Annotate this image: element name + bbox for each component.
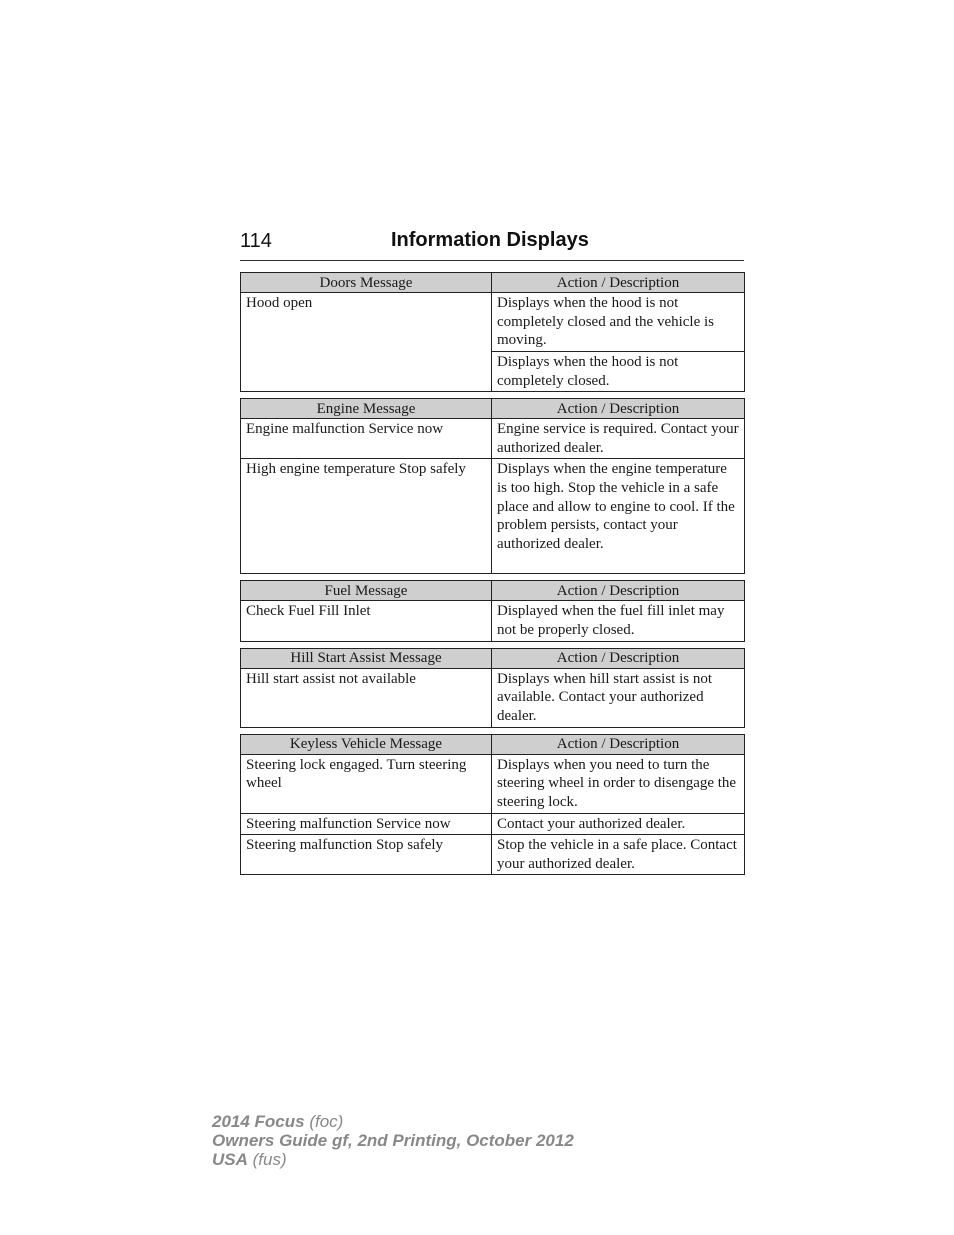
column-header-action: Action / Description — [492, 648, 745, 668]
doors-message-table — [240, 272, 745, 392]
message-cell: Steering malfunction Service now — [241, 813, 492, 835]
column-header-action: Action / Description — [492, 399, 745, 419]
message-cell: Steering lock engaged. Turn steering wheel — [241, 754, 492, 813]
table-header-row — [241, 399, 745, 419]
table-row — [241, 754, 745, 813]
footer-line-guide — [212, 1131, 574, 1150]
table-row — [241, 668, 745, 727]
page-header — [240, 228, 744, 261]
footer-line-market — [212, 1150, 574, 1169]
page-number: 114 — [240, 230, 272, 252]
footer-line-model — [212, 1112, 574, 1131]
action-cell: Displays when the hood is not completely closed. — [492, 352, 745, 392]
action-cell: Displayed when the fuel fill inlet may not be properly closed. — [492, 601, 745, 641]
message-tables — [240, 272, 744, 881]
action-cell: Stop the vehicle in a safe place. Contact your authorized dealer. — [492, 835, 745, 875]
table-header-row — [241, 273, 745, 293]
table-row — [241, 459, 745, 574]
keyless-vehicle-message-table — [240, 734, 745, 876]
action-cell: Contact your authorized dealer. — [492, 813, 745, 835]
table-row — [241, 419, 745, 459]
action-cell: Displays when hill start assist is not available. Contact your authorized dealer. — [492, 668, 745, 727]
message-cell: Hill start assist not available — [241, 668, 492, 727]
action-cell: Displays when the engine temperature is too high. Stop the vehicle in a safe place and allow to engine to cool. If the problem persists, contact your authorized dealer. — [492, 459, 745, 574]
column-header-action: Action / Description — [492, 273, 745, 293]
column-header-action: Action / Description — [492, 734, 745, 754]
footer-model: 2014 Focus — [212, 1112, 305, 1131]
action-cell: Engine service is required. Contact your authorized dealer. — [492, 419, 745, 459]
table-row — [241, 293, 745, 352]
table-row — [241, 813, 745, 835]
table-header-row — [241, 581, 745, 601]
message-cell: Engine malfunction Service now — [241, 419, 492, 459]
action-cell: Displays when you need to turn the steering wheel in order to disengage the steering lock. — [492, 754, 745, 813]
column-header-message: Fuel Message — [241, 581, 492, 601]
footer-guide: Owners Guide gf, 2nd Printing, October 2012 — [212, 1131, 574, 1150]
engine-message-table — [240, 398, 745, 574]
fuel-message-table — [240, 580, 745, 641]
table-header-row — [241, 648, 745, 668]
message-cell: Steering malfunction Stop safely — [241, 835, 492, 875]
table-row — [241, 835, 745, 875]
footer-model-code: (foc) — [309, 1112, 344, 1131]
message-cell: Hood open — [241, 293, 492, 392]
document-footer — [212, 1112, 574, 1169]
column-header-action: Action / Description — [492, 581, 745, 601]
column-header-message: Hill Start Assist Message — [241, 648, 492, 668]
footer-market-code: (fus) — [252, 1150, 287, 1169]
table-header-row — [241, 734, 745, 754]
table-row — [241, 601, 745, 641]
section-title: Information Displays — [391, 229, 589, 251]
action-cell: Displays when the hood is not completely closed and the vehicle is moving. — [492, 293, 745, 352]
hill-start-assist-message-table — [240, 648, 745, 728]
message-cell: Check Fuel Fill Inlet — [241, 601, 492, 641]
footer-market: USA — [212, 1150, 248, 1169]
column-header-message: Engine Message — [241, 399, 492, 419]
column-header-message: Keyless Vehicle Message — [241, 734, 492, 754]
message-cell: High engine temperature Stop safely — [241, 459, 492, 574]
column-header-message: Doors Message — [241, 273, 492, 293]
